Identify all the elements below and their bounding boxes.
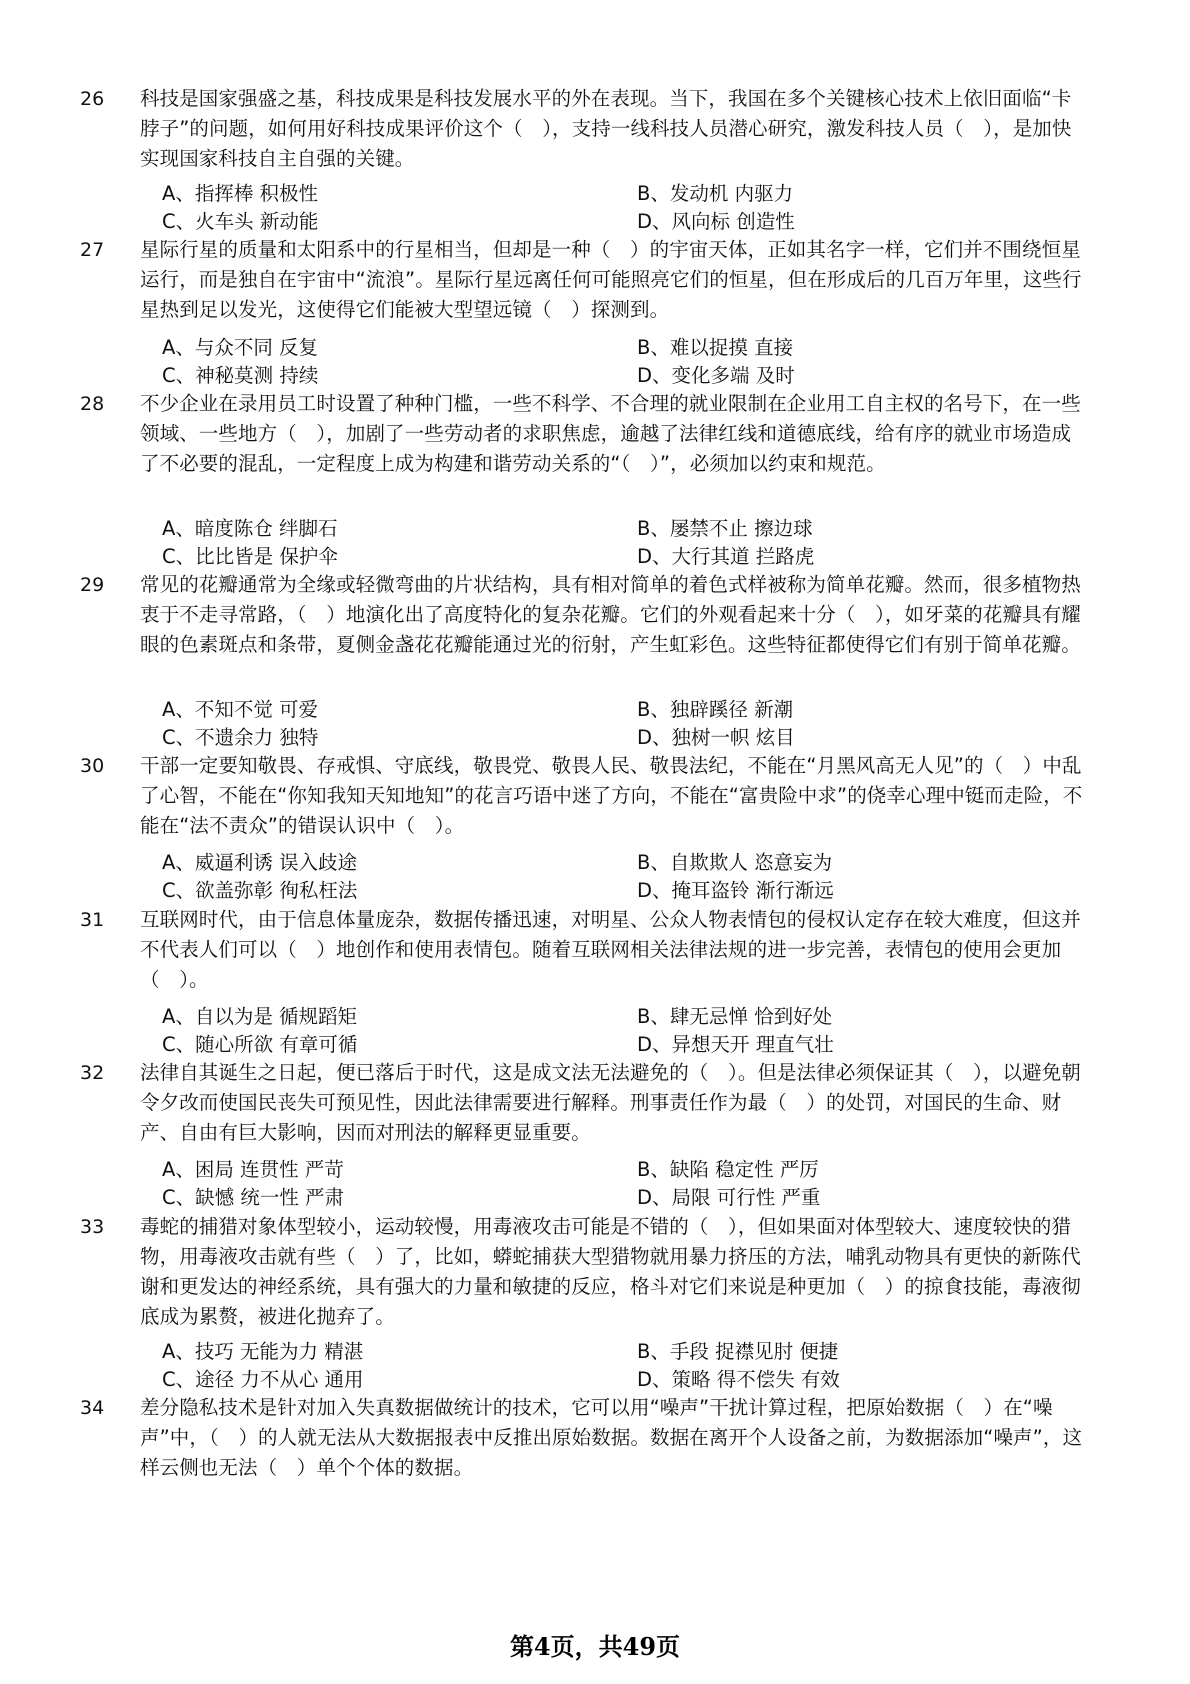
question-text: 干部一定要知敬畏、存戒惧、守底线，敬畏党、敬畏人民、敬畏法纪，不能在“月黑风高无人见”的（ ）中乱了心智，不能在“你知我知天知地知”的花言巧语中迷了方向，不能在“富贵险中求”的侥幸心理中铤而走险，不能在“法不责众”的错误认识中（ ）。 [140,754,1083,837]
option-d[interactable]: D、掩耳盗铃 渐行渐远 [637,879,834,902]
question-text: 互联网时代，由于信息体量庞杂，数据传播迅速，对明星、公众人物表情包的侵权认定存在较大难度，但这并不代表人们可以（ ）地创作和使用表情包。随着互联网相关法律法规的进一步完善，表情包的使用会更加（ ）。 [140,908,1081,991]
option-c[interactable]: C、欲盖弥彰 徇私枉法 [162,879,358,902]
option-b[interactable]: B、自欺欺人 恣意妄为 [637,851,833,874]
question-text: 星际行星的质量和太阳系中的行星相当，但却是一种（ ）的宇宙天体，正如其名字一样，它们并不围绕恒星运行，而是独自在宇宙中“流浪”。星际行星远离任何可能照亮它们的恒星，但在形成后的几百万年里，这些行星热到足以发光，这使得它们能被大型望远镜（ ）探测到。 [140,238,1082,321]
question-text: 法律自其诞生之日起，便已落后于时代，这是成文法无法避免的（ ）。但是法律必须保证其（ ），以避免朝令夕改而使国民丧失可预见性，因此法律需要进行解释。刑事责任作为最（ ）的处罚，对国民的生命、财产、自由有巨大影响，因而对刑法的解释更显重要。 [140,1061,1081,1144]
option-c[interactable]: C、不遗余力 独特 [162,726,319,749]
question-text: 差分隐私技术是针对加入失真数据做统计的技术，它可以用“噪声”干扰计算过程，把原始数据（ ）在“噪声”中，（ ）的人就无法从大数据报表中反推出原始数据。数据在离开个人设备之前，为数据添加“噪声”，这样云侧也无法（ ）单个个体的数据。 [140,1396,1083,1479]
question-text: 不少企业在录用员工时设置了种种门槛，一些不科学、不合理的就业限制在企业用工自主权的名号下，在一些领域、一些地方（ ），加剧了一些劳动者的求职焦虑，逾越了法律红线和道德底线，给有序的就业市场造成了不必要的混乱，一定程度上成为构建和谐劳动关系的“（ ）”，必须加以约束和规范。 [140,392,1081,475]
option-a[interactable]: A、困局 连贯性 严苛 [162,1158,344,1181]
option-d[interactable]: D、大行其道 拦路虎 [637,545,815,568]
option-d[interactable]: D、策略 得不偿失 有效 [637,1368,840,1391]
question-number: 34 [80,1397,105,1419]
option-b[interactable]: B、难以捉摸 直接 [637,336,794,359]
question-number: 32 [80,1062,105,1084]
option-d[interactable]: D、独树一帜 炫目 [637,726,795,749]
option-a[interactable]: A、不知不觉 可爱 [162,698,319,721]
option-b[interactable]: B、手段 捉襟见肘 便捷 [637,1340,839,1363]
page-number-footer: 第4页，共49页 [509,1632,681,1661]
question-number: 26 [80,88,105,110]
option-c[interactable]: C、随心所欲 有章可循 [162,1033,358,1056]
option-c[interactable]: C、比比皆是 保护伞 [162,545,338,568]
option-d[interactable]: D、局限 可行性 严重 [637,1186,821,1209]
question-number: 31 [80,909,105,931]
option-d[interactable]: D、变化多端 及时 [637,364,795,387]
option-d[interactable]: D、风向标 创造性 [637,210,795,233]
option-a[interactable]: A、威逼利诱 误入歧途 [162,851,358,874]
option-c[interactable]: C、途径 力不从心 通用 [162,1368,364,1391]
option-c[interactable]: C、神秘莫测 持续 [162,364,319,387]
option-a[interactable]: A、自以为是 循规蹈矩 [162,1005,358,1028]
option-a[interactable]: A、指挥棒 积极性 [162,182,319,205]
question-number: 27 [80,239,105,261]
question-text: 科技是国家强盛之基，科技成果是科技发展水平的外在表现。当下，我国在多个关键核心技术上依旧面临“卡脖子”的问题，如何用好科技成果评价这个（ ），支持一线科技人员潜心研究，激发科技人员（ ），是加快实现国家科技自主自强的关键。 [140,87,1072,170]
option-a[interactable]: A、与众不同 反复 [162,336,319,359]
option-c[interactable]: C、缺憾 统一性 严肃 [162,1186,345,1209]
option-a[interactable]: A、暗度陈仓 绊脚石 [162,517,338,540]
option-c[interactable]: C、火车头 新动能 [162,210,319,233]
question-text: 常见的花瓣通常为全缘或轻微弯曲的片状结构，具有相对简单的着色式样被称为简单花瓣。然而，很多植物热衷于不走寻常路，（ ）地演化出了高度特化的复杂花瓣。它们的外观看起来十分（ ），如牙菜的花瓣具有耀眼的色素斑点和条带，夏侧金盏花花瓣能通过光的衍射，产生虹彩色。这些特征都使得它们有别于简单花瓣。 [140,573,1081,656]
option-b[interactable]: B、屡禁不止 擦边球 [637,517,813,540]
question-number: 33 [80,1216,105,1238]
option-b[interactable]: B、缺陷 稳定性 严厉 [637,1158,819,1181]
option-a[interactable]: A、技巧 无能为力 精湛 [162,1340,364,1363]
option-b[interactable]: B、肆无忌惮 恰到好处 [637,1005,833,1028]
option-b[interactable]: B、发动机 内驱力 [637,182,794,205]
question-text: 毒蛇的捕猎对象体型较小，运动较慢，用毒液攻击可能是不错的（ ），但如果面对体型较大、速度较快的猎物，用毒液攻击就有些（ ）了，比如，蟒蛇捕获大型猎物就用暴力挤压的方法，哺乳动物具有更快的新陈代谢和更发达的神经系统，具有强大的力量和敏捷的反应，格斗对它们来说是种更加（ ）的掠食技能，毒液彻底成为累赘，被进化抛弃了。 [140,1215,1081,1328]
option-d[interactable]: D、异想天开 理直气壮 [637,1033,834,1056]
option-b[interactable]: B、独辟蹊径 新潮 [637,698,794,721]
question-number: 29 [80,574,105,596]
question-number: 28 [80,393,105,415]
question-number: 30 [80,755,105,777]
